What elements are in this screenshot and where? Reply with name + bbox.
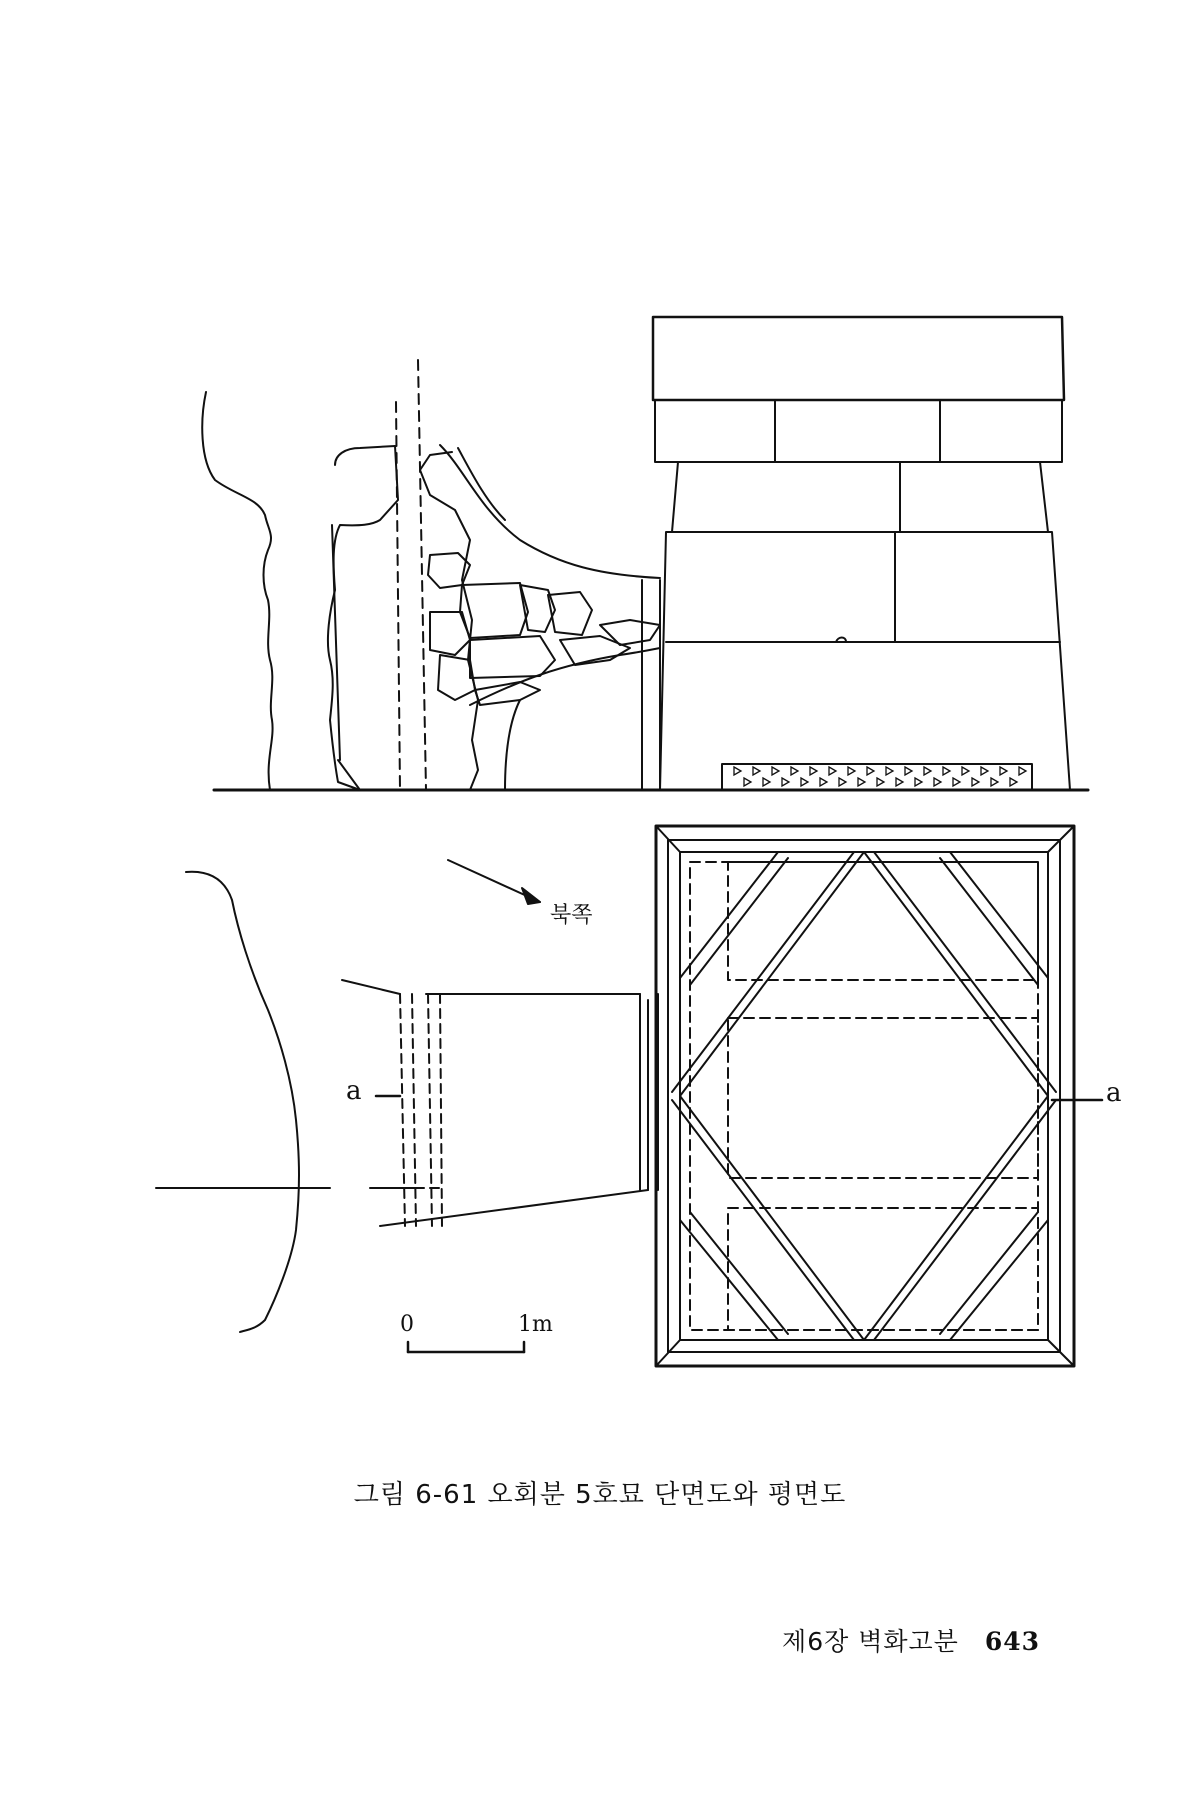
section-plan [156, 826, 1102, 1366]
rubble-wall [328, 446, 478, 790]
north-arrow [448, 860, 540, 904]
section-marker-right: a [1106, 1078, 1122, 1108]
plan-hill-contour [186, 872, 299, 1332]
tomb-chamber-elevation [653, 317, 1070, 790]
chapter-title: 제6장 벽화고분 [782, 1627, 959, 1656]
north-label: 북쪽 [550, 903, 593, 928]
entrance-passage-plan [342, 980, 658, 1226]
section-dashed-line [396, 402, 400, 790]
figure-caption: 그림 6-61 오회분 5호묘 단면도와 평면도 [353, 1480, 847, 1510]
page-footer [782, 1622, 1040, 1658]
scale-zero-label: 0 [400, 1312, 414, 1337]
scale-bar [408, 1342, 524, 1352]
tomb-chamber-plan [656, 826, 1074, 1366]
section-marker-left: a [346, 1076, 362, 1106]
hill-contour [202, 392, 272, 790]
base-plinth [722, 764, 1032, 790]
page-number: 643 [984, 1627, 1040, 1656]
scale-end-label: 1m [518, 1312, 553, 1337]
passage-roof [440, 445, 660, 578]
section-elevation [202, 317, 1088, 790]
